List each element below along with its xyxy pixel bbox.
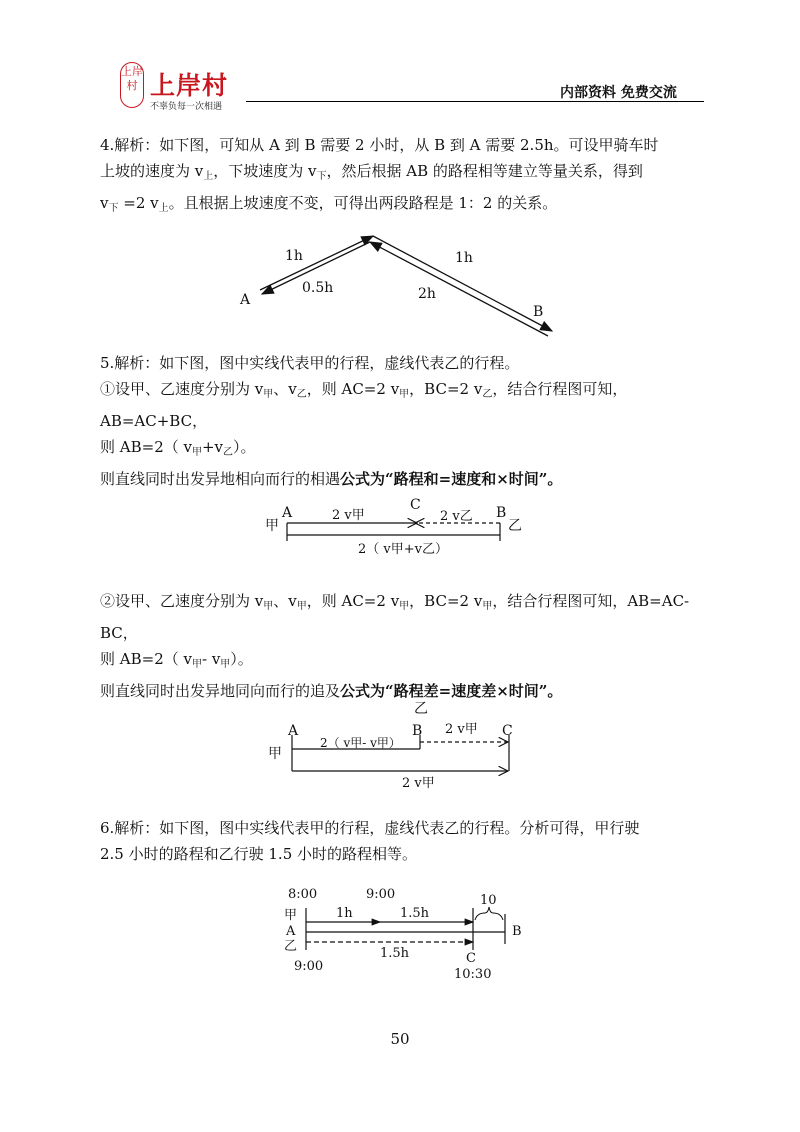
- label-yi: 乙: [414, 701, 428, 717]
- section5-text: [100, 350, 700, 492]
- section4-line3: [100, 190, 700, 222]
- text-run: ①设甲、乙速度分别为 v: [100, 380, 264, 398]
- section5-line1: 5.解析：如下图，图中实线代表甲的行程，虚线代表乙的行程。: [100, 354, 520, 372]
- text-run: ，下坡速度为 v: [213, 162, 317, 180]
- section5-part2-text: [100, 588, 700, 704]
- subscript: 甲: [191, 659, 202, 670]
- timeline-diagram: [280, 880, 530, 985]
- text-run: =2 v: [118, 194, 159, 212]
- logo-seal: 上岸村: [120, 62, 144, 108]
- label-A: A: [282, 505, 293, 521]
- text-run: +v: [201, 438, 224, 456]
- page-number: 50: [390, 1030, 410, 1048]
- section5-p1-line1: [100, 376, 700, 434]
- header-right-text: 内部资料 免费交流: [560, 85, 677, 101]
- label-1.5h-bottom: 1.5h: [380, 946, 410, 961]
- label-0.5h: 0.5h: [302, 280, 334, 296]
- label-B: B: [533, 304, 544, 320]
- text-run: 则直线同时出发异地相向而行的相遇: [100, 470, 341, 488]
- label-A: A: [288, 723, 299, 739]
- subscript: 上: [158, 203, 169, 214]
- formula-bold: 公式为“路程和=速度和×时间”。: [340, 470, 563, 488]
- text-run: ）。: [233, 438, 256, 456]
- section5-p1-line2: [100, 434, 700, 466]
- subscript: 甲: [263, 601, 274, 612]
- text-run: ）。: [230, 650, 253, 668]
- label-C: C: [502, 723, 513, 739]
- label-1h-left: 1h: [285, 248, 303, 264]
- slope-diagram: [230, 228, 570, 338]
- text-run: 、v: [273, 592, 297, 610]
- section6-line1: 6.解析：如下图，图中实线代表甲的行程，虚线代表乙的行程。分析可得，甲行驶: [100, 819, 640, 837]
- subscript: 下: [108, 203, 119, 214]
- label-total: 2 v甲: [402, 776, 435, 791]
- label-seg-right: 2 v乙: [440, 509, 473, 524]
- text-run: ，则 AC=2 v: [306, 380, 400, 398]
- text-run: ②设甲、乙速度分别为 v: [100, 592, 264, 610]
- label-jia: 甲: [268, 746, 282, 762]
- label-seg-right: 2 v甲: [445, 722, 478, 737]
- label-B: B: [512, 924, 522, 939]
- text-run: ，结合行程图可知，AB=AC-BC，: [100, 592, 690, 642]
- subscript: 甲: [263, 389, 274, 400]
- label-B: B: [496, 505, 507, 521]
- text-run: ，然后根据 AB 的路程相等建立等量关系，得到: [326, 162, 643, 180]
- subscript: 甲: [296, 601, 307, 612]
- section5-p2-line1: [100, 588, 700, 646]
- section5-formula1: [100, 466, 700, 492]
- text-run: 、v: [273, 380, 297, 398]
- label-1.5h-top: 1.5h: [400, 906, 430, 921]
- label-jia: 甲: [265, 518, 279, 534]
- text-run: 。且根据上坡速度不变，可得出两段路程是 1：2 的关系。: [168, 194, 558, 212]
- section5-p2-line2: [100, 646, 700, 678]
- label-jia: 甲: [284, 908, 298, 923]
- label-yi: 乙: [284, 939, 298, 954]
- text-run: 则 AB=2（ v: [100, 438, 192, 456]
- meeting-diagram: [260, 495, 530, 565]
- text-run: 则 AB=2（ v: [100, 650, 192, 668]
- subscript: 乙: [223, 447, 234, 458]
- label-A: A: [240, 292, 251, 308]
- label-B: B: [412, 723, 423, 739]
- subscript: 甲: [399, 389, 410, 400]
- gap-brace: [475, 907, 503, 920]
- section4-line2: [100, 158, 700, 190]
- subscript: 乙: [482, 389, 493, 400]
- text-run: ，结合行程图可知，AB=AC+BC，: [100, 380, 628, 430]
- label-C: C: [410, 497, 421, 513]
- subscript: 上: [203, 171, 214, 182]
- label-1h-right: 1h: [455, 250, 473, 266]
- label-1h: 1h: [336, 906, 353, 921]
- logo-title: 上岸村: [150, 71, 229, 100]
- label-C: C: [466, 951, 476, 966]
- label-total: 2（ v甲+v乙）: [358, 542, 448, 557]
- label-gap-10: 10: [480, 893, 497, 908]
- subscript: 甲: [220, 659, 231, 670]
- subscript: 甲: [191, 447, 202, 458]
- text-run: ，BC=2 v: [409, 380, 483, 398]
- section6-text: [100, 815, 700, 867]
- text-run: 则直线同时出发异地同向而行的追及: [100, 682, 341, 700]
- text-run: v: [100, 194, 109, 212]
- text-run: 上坡的速度为 v: [100, 162, 204, 180]
- label-2h: 2h: [418, 286, 436, 302]
- chase-diagram: [262, 695, 532, 795]
- section4-line1: 4.解析：如下图，可知从 A 到 B 需要 2 小时，从 B 到 A 需要 2.5h。可设甲骑车时: [100, 136, 659, 154]
- text-run: - v: [201, 650, 221, 668]
- subscript: 甲: [399, 601, 410, 612]
- section6-line2: 2.5 小时的路程和乙行驶 1.5 小时的路程相等。: [100, 845, 418, 863]
- label-9-00-bottom: 9:00: [294, 959, 324, 974]
- label-seg-left: 2 v甲: [332, 508, 365, 523]
- subscript: 乙: [296, 389, 307, 400]
- label-9-00-top: 9:00: [366, 887, 396, 902]
- label-8-00: 8:00: [288, 887, 318, 902]
- text-run: ，则 AC=2 v: [306, 592, 400, 610]
- subscript: 甲: [482, 601, 493, 612]
- label-yi: 乙: [508, 518, 522, 534]
- section4-text: [100, 132, 700, 222]
- formula-bold: 公式为“路程差=速度差×时间”。: [340, 682, 563, 700]
- logo-subtitle: 不辜负每一次相遇: [150, 102, 223, 112]
- label-seg-left: 2（ v甲- v甲）: [320, 736, 401, 750]
- label-10-30: 10:30: [454, 967, 492, 982]
- label-A: A: [286, 924, 296, 939]
- text-run: ，BC=2 v: [409, 592, 483, 610]
- subscript: 下: [316, 171, 327, 182]
